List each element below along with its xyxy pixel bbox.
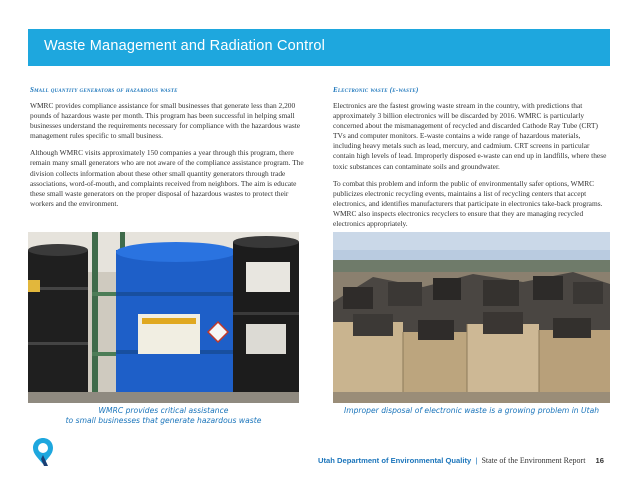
paragraph: WMRC provides compliance assistance for small businesses that generate less than 2,200 pounds of hazardous waste per month. This program has been successful in helping small businesses understand the requirements necessary for compliance with the hazardous waste management rules specific to small business. — [30, 101, 301, 141]
left-column — [30, 86, 304, 216]
right-column — [333, 86, 607, 236]
page-number: 16 — [595, 456, 604, 465]
caption-line: WMRC provides critical assistance — [98, 406, 229, 415]
footer-report-title: State of the Environment Report — [481, 456, 586, 465]
deq-logo — [32, 437, 54, 467]
page-title: Waste Management and Radiation Control — [44, 38, 326, 54]
section-heading-e-waste: Electronic waste (e-waste) — [333, 86, 419, 94]
e-waste-pile-photo — [333, 232, 610, 403]
paragraph: Although WMRC visits approximately 150 companies a year through this program, there remain many small generators who are not aware of the compliance assistance program. The division collects information about these other small quantity generators through trade associations, word-of-mouth, and complaints received from neighbors. The aim is educate these small waste generators on the proper disposal of hazardous wastes to protect their workers and the environment. — [30, 148, 304, 208]
footer-org: Utah Department of Environmental Quality — [318, 456, 472, 465]
barrels-photo — [28, 232, 299, 403]
caption-line: to small businesses that generate hazardous waste — [65, 416, 262, 425]
section-heading-small-quantity: Small quantity generators of hazardous waste — [30, 86, 178, 94]
paragraph: To combat this problem and inform the public of environmentally safer options, WMRC publicizes electronic recycling events, maintains a list of recycling centers that accept electronics, and identifies manufacturers that participate in electronics take-back programs. WMRC also inspects electronics recyclers to ensure that they are managing recycled electronics appropriately. — [333, 178, 603, 229]
paragraph: Electronics are the fastest growing waste stream in the country, with predictions that approximately 3 billion electronics will be discarded by 2016. WMRC is particularly concerned about the mismanagement of recycled and discarded Cathode Ray Tube (CRT) TVs and computer monitors. E-waste contains a wide range of hazardous materials, including heavy metals such as lead, mercury, and cadmium. CRT screens in particular contain high levels of lead. Improperly disposed e-waste can end up in landfills, where these toxic substances can contaminate soils and groundwater. — [333, 101, 607, 171]
section-header-bar — [28, 29, 610, 66]
right-photo-caption: Improper disposal of electronic waste is a growing problem in Utah — [343, 406, 600, 415]
page-footer — [318, 456, 604, 465]
left-photo-caption — [28, 406, 299, 426]
footer-separator: | — [475, 456, 478, 465]
